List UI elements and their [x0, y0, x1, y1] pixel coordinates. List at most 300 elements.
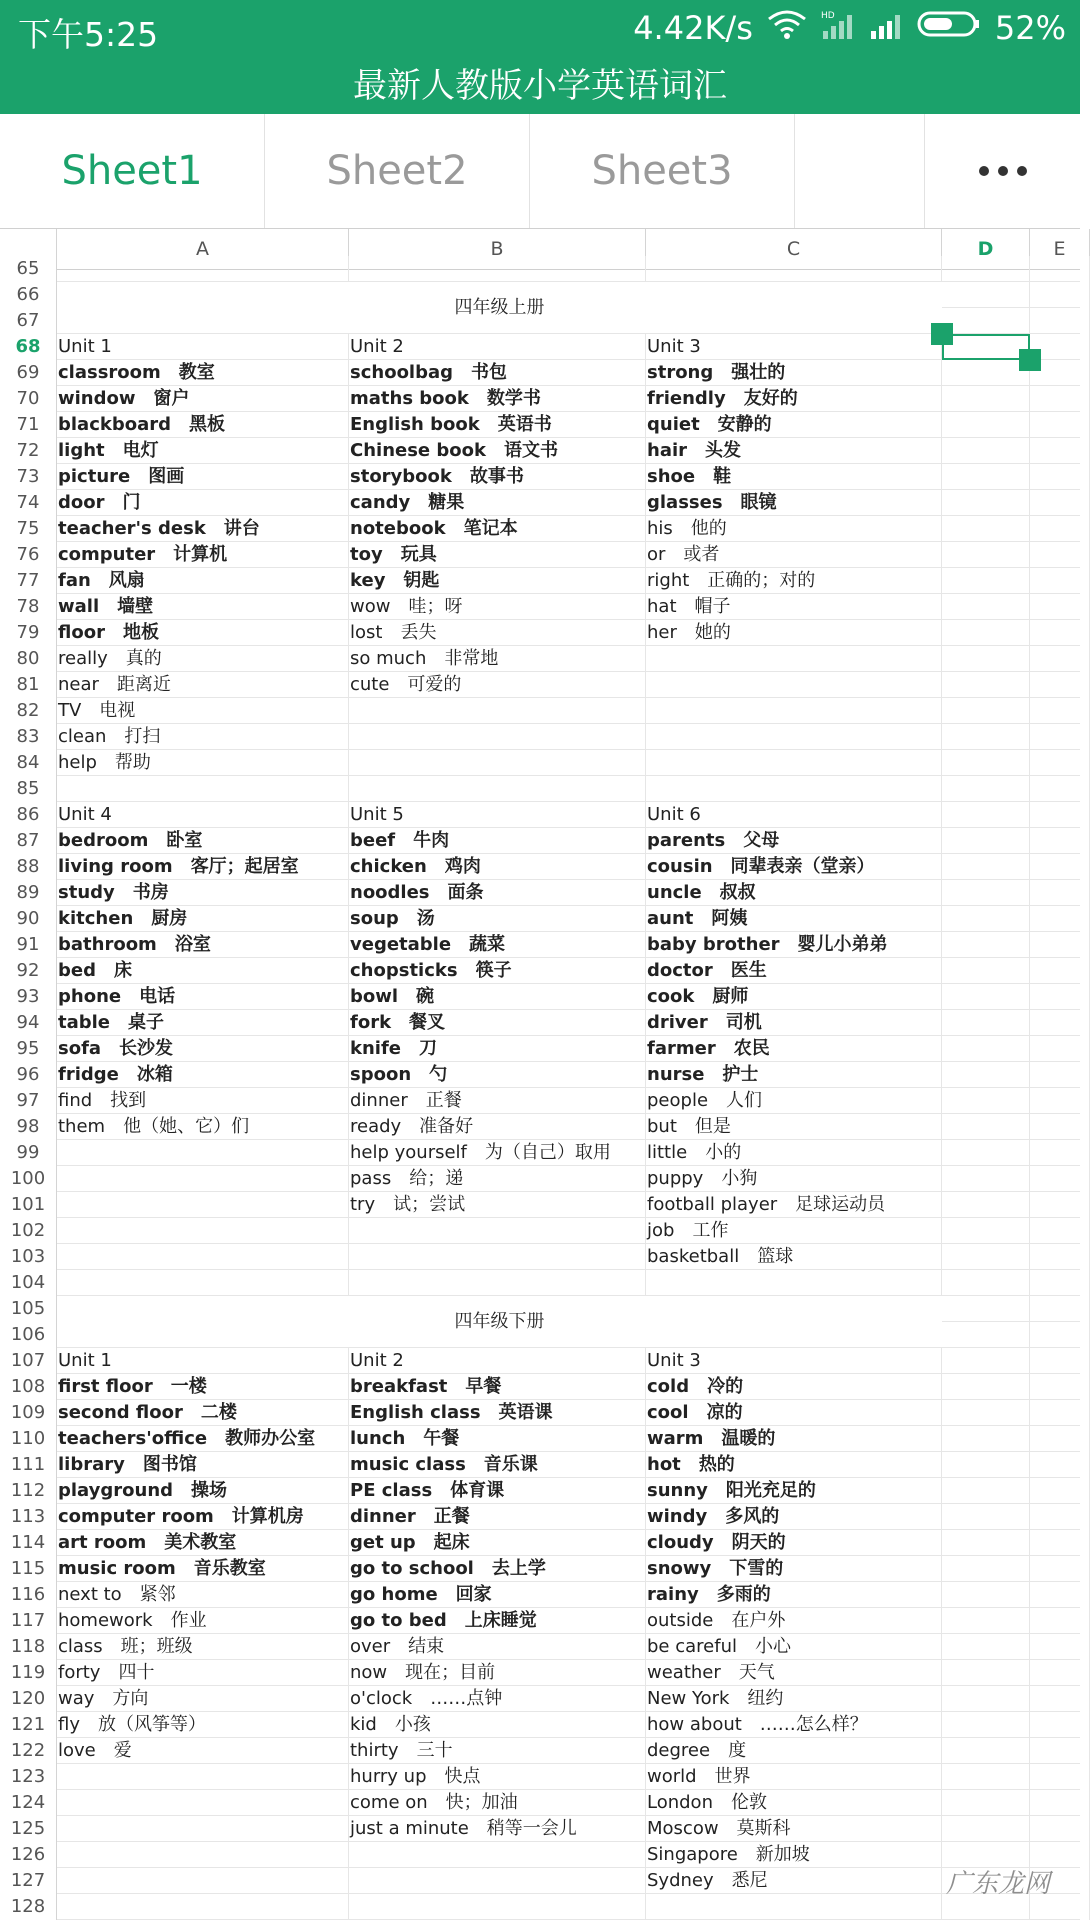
cell-empty[interactable]: [942, 386, 1030, 412]
cell-a[interactable]: window 窗户: [57, 386, 349, 412]
cell-a[interactable]: bed 床: [57, 958, 349, 984]
cell-b[interactable]: maths book 数学书: [349, 386, 646, 412]
row-number[interactable]: 87: [0, 828, 57, 854]
cell-c[interactable]: puppy 小狗: [646, 1166, 942, 1192]
cell-empty[interactable]: [942, 1114, 1030, 1140]
cell-b[interactable]: get up 起床: [349, 1530, 646, 1556]
column-header-e[interactable]: E: [1030, 229, 1090, 269]
cell-c[interactable]: how about ……怎么样？: [646, 1712, 942, 1738]
cell-b[interactable]: o'clock ……点钟: [349, 1686, 646, 1712]
column-header-d[interactable]: D: [942, 229, 1030, 269]
cell-empty[interactable]: [942, 1400, 1030, 1426]
cell-a[interactable]: Unit 1: [57, 1348, 349, 1374]
cell-c[interactable]: shoe 鞋: [646, 464, 942, 490]
cell-empty[interactable]: [942, 984, 1030, 1010]
cell-c[interactable]: [646, 672, 942, 698]
row-number[interactable]: 82: [0, 698, 57, 724]
cell-c[interactable]: doctor 医生: [646, 958, 942, 984]
cell-a[interactable]: [57, 1270, 349, 1296]
cell-c[interactable]: [646, 724, 942, 750]
cell-b[interactable]: pass 给；递: [349, 1166, 646, 1192]
cell-a[interactable]: music room 音乐教室: [57, 1556, 349, 1582]
cell-empty[interactable]: [942, 1608, 1030, 1634]
cell-a[interactable]: [57, 1218, 349, 1244]
row-number[interactable]: 85: [0, 776, 57, 802]
cell-empty[interactable]: [942, 1764, 1030, 1790]
cell-b[interactable]: so much 非常地: [349, 646, 646, 672]
cell-empty[interactable]: [942, 1088, 1030, 1114]
cell-b[interactable]: help yourself 为（自己）取用: [349, 1140, 646, 1166]
cell-c[interactable]: outside 在户外: [646, 1608, 942, 1634]
cell-b[interactable]: go to bed 上床睡觉: [349, 1608, 646, 1634]
cell-empty[interactable]: [1030, 1530, 1090, 1556]
tab-sheet1[interactable]: Sheet1: [0, 114, 265, 228]
row-number[interactable]: 77: [0, 568, 57, 594]
cell-c[interactable]: [646, 1894, 942, 1920]
cell-b[interactable]: hurry up 快点: [349, 1764, 646, 1790]
row-number[interactable]: 73: [0, 464, 57, 490]
row-number[interactable]: 126: [0, 1842, 57, 1868]
cell-empty[interactable]: [1030, 1816, 1090, 1842]
cell-b[interactable]: [349, 724, 646, 750]
row-number[interactable]: 67: [0, 308, 57, 334]
cell-empty[interactable]: [1030, 308, 1090, 334]
cell-empty[interactable]: [942, 412, 1030, 438]
cell-a[interactable]: [57, 1192, 349, 1218]
cell-b[interactable]: PE class 体育课: [349, 1478, 646, 1504]
cell-empty[interactable]: [942, 490, 1030, 516]
cell-c[interactable]: glasses 眼镜: [646, 490, 942, 516]
row-number[interactable]: 120: [0, 1686, 57, 1712]
cell-c[interactable]: New York 纽约: [646, 1686, 942, 1712]
cell-empty[interactable]: [1030, 1400, 1090, 1426]
cell-empty[interactable]: [942, 1036, 1030, 1062]
cell-c[interactable]: his 他的: [646, 516, 942, 542]
cell-b[interactable]: [349, 698, 646, 724]
cell-a[interactable]: wall 墙壁: [57, 594, 349, 620]
cell-empty[interactable]: [1030, 1296, 1090, 1322]
cell-a[interactable]: class 班；班级: [57, 1634, 349, 1660]
cell-b[interactable]: wow 哇；呀: [349, 594, 646, 620]
cell-b[interactable]: key 钥匙: [349, 568, 646, 594]
cell-c[interactable]: weather 天气: [646, 1660, 942, 1686]
row-number[interactable]: 66: [0, 282, 57, 308]
cell-empty[interactable]: [1030, 1452, 1090, 1478]
cell-c[interactable]: [646, 1270, 942, 1296]
row-number[interactable]: 83: [0, 724, 57, 750]
cell-b[interactable]: dinner 正餐: [349, 1088, 646, 1114]
row-number[interactable]: 118: [0, 1634, 57, 1660]
row-number[interactable]: 108: [0, 1374, 57, 1400]
cell-empty[interactable]: [942, 1426, 1030, 1452]
cell-a[interactable]: help 帮助: [57, 750, 349, 776]
cell-empty[interactable]: [1030, 1686, 1090, 1712]
cell-empty[interactable]: [942, 1374, 1030, 1400]
selection-handle-end[interactable]: [1019, 349, 1041, 371]
cell-empty[interactable]: [1030, 1088, 1090, 1114]
selected-cell[interactable]: [942, 334, 1030, 360]
cell-empty[interactable]: [1030, 1322, 1090, 1348]
row-number[interactable]: 101: [0, 1192, 57, 1218]
cell-empty[interactable]: [942, 828, 1030, 854]
cell-c[interactable]: but 但是: [646, 1114, 942, 1140]
cell-empty[interactable]: [1030, 620, 1090, 646]
row-number[interactable]: 94: [0, 1010, 57, 1036]
cell-a[interactable]: [57, 1166, 349, 1192]
cell-empty[interactable]: [1030, 984, 1090, 1010]
cell-empty[interactable]: [942, 776, 1030, 802]
cell-b[interactable]: toy 玩具: [349, 542, 646, 568]
cell-c[interactable]: Sydney 悉尼: [646, 1868, 942, 1894]
cell-a[interactable]: [57, 1790, 349, 1816]
cell-a[interactable]: bedroom 卧室: [57, 828, 349, 854]
cell-empty[interactable]: [942, 1322, 1030, 1348]
cell-empty[interactable]: [1030, 568, 1090, 594]
cell-empty[interactable]: [1030, 412, 1090, 438]
row-number[interactable]: 103: [0, 1244, 57, 1270]
row-number[interactable]: 121: [0, 1712, 57, 1738]
row-number[interactable]: 107: [0, 1348, 57, 1374]
cell-empty[interactable]: [942, 1660, 1030, 1686]
cell-b[interactable]: Chinese book 语文书: [349, 438, 646, 464]
row-number[interactable]: 79: [0, 620, 57, 646]
cell-b[interactable]: now 现在；目前: [349, 1660, 646, 1686]
cell-empty[interactable]: [1030, 854, 1090, 880]
cell-empty[interactable]: [942, 568, 1030, 594]
cell-c[interactable]: world 世界: [646, 1764, 942, 1790]
row-number[interactable]: 95: [0, 1036, 57, 1062]
cell-empty[interactable]: [1030, 1036, 1090, 1062]
cell-c[interactable]: [646, 698, 942, 724]
cell-empty[interactable]: [942, 1686, 1030, 1712]
cell-c[interactable]: [646, 750, 942, 776]
cell-empty[interactable]: [1030, 958, 1090, 984]
row-number[interactable]: 84: [0, 750, 57, 776]
cell-a[interactable]: teachers'office 教师办公室: [57, 1426, 349, 1452]
cell-c[interactable]: Unit 3: [646, 334, 942, 360]
cell-a[interactable]: sofa 长沙发: [57, 1036, 349, 1062]
cell-empty[interactable]: [1030, 1244, 1090, 1270]
cell-empty[interactable]: [942, 1348, 1030, 1374]
cell-empty[interactable]: [1030, 750, 1090, 776]
cell-b[interactable]: ready 准备好: [349, 1114, 646, 1140]
cell-b[interactable]: Unit 2: [349, 1348, 646, 1374]
cell-a[interactable]: next to 紧邻: [57, 1582, 349, 1608]
row-number[interactable]: 110: [0, 1426, 57, 1452]
cell-empty[interactable]: [1030, 1608, 1090, 1634]
row-number[interactable]: 113: [0, 1504, 57, 1530]
cell-empty[interactable]: [1030, 646, 1090, 672]
cell-a[interactable]: playground 操场: [57, 1478, 349, 1504]
cell-a[interactable]: floor 地板: [57, 620, 349, 646]
cell-c[interactable]: [646, 256, 942, 282]
cell-b[interactable]: storybook 故事书: [349, 464, 646, 490]
cell-a[interactable]: fridge 冰箱: [57, 1062, 349, 1088]
cell-b[interactable]: [349, 256, 646, 282]
cell-b[interactable]: [349, 1842, 646, 1868]
row-number[interactable]: 89: [0, 880, 57, 906]
cell-b[interactable]: [349, 1894, 646, 1920]
row-number[interactable]: 97: [0, 1088, 57, 1114]
cell-a[interactable]: bathroom 浴室: [57, 932, 349, 958]
cell-empty[interactable]: [1030, 282, 1090, 308]
cell-empty[interactable]: [1030, 1556, 1090, 1582]
cell-a[interactable]: [57, 1868, 349, 1894]
row-number[interactable]: 100: [0, 1166, 57, 1192]
cell-a[interactable]: find 找到: [57, 1088, 349, 1114]
cell-empty[interactable]: [942, 932, 1030, 958]
cell-b[interactable]: beef 牛肉: [349, 828, 646, 854]
cell-c[interactable]: friendly 友好的: [646, 386, 942, 412]
cell-b[interactable]: English class 英语课: [349, 1400, 646, 1426]
row-number[interactable]: 74: [0, 490, 57, 516]
row-number[interactable]: 92: [0, 958, 57, 984]
cell-b[interactable]: [349, 1868, 646, 1894]
cell-empty[interactable]: [942, 958, 1030, 984]
cell-a[interactable]: Unit 1: [57, 334, 349, 360]
cell-empty[interactable]: [942, 1530, 1030, 1556]
cell-a[interactable]: them 他（她、它）们: [57, 1114, 349, 1140]
cell-empty[interactable]: [1030, 1348, 1090, 1374]
cell-a[interactable]: Unit 4: [57, 802, 349, 828]
cell-c[interactable]: Unit 3: [646, 1348, 942, 1374]
cell-a[interactable]: [57, 776, 349, 802]
cell-empty[interactable]: [1030, 932, 1090, 958]
cell-empty[interactable]: [1030, 594, 1090, 620]
cell-empty[interactable]: [942, 1296, 1030, 1322]
cell-empty[interactable]: [942, 646, 1030, 672]
cell-a[interactable]: art room 美术教室: [57, 1530, 349, 1556]
cell-c[interactable]: quiet 安静的: [646, 412, 942, 438]
cell-c[interactable]: [646, 646, 942, 672]
cell-b[interactable]: chopsticks 筷子: [349, 958, 646, 984]
selection-handle-start[interactable]: [931, 323, 953, 345]
cell-empty[interactable]: [942, 1582, 1030, 1608]
cell-empty[interactable]: [1030, 1634, 1090, 1660]
cell-c[interactable]: cousin 同辈表亲（堂亲）: [646, 854, 942, 880]
row-number[interactable]: 106: [0, 1322, 57, 1348]
cell-c[interactable]: rainy 多雨的: [646, 1582, 942, 1608]
cell-c[interactable]: warm 温暖的: [646, 1426, 942, 1452]
cell-c[interactable]: little 小的: [646, 1140, 942, 1166]
cell-b[interactable]: thirty 三十: [349, 1738, 646, 1764]
cell-empty[interactable]: [1030, 1374, 1090, 1400]
row-number[interactable]: 117: [0, 1608, 57, 1634]
cell-a[interactable]: TV 电视: [57, 698, 349, 724]
cell-empty[interactable]: [942, 1218, 1030, 1244]
cell-a[interactable]: fan 风扇: [57, 568, 349, 594]
cell-empty[interactable]: [1030, 672, 1090, 698]
cell-a[interactable]: near 距离近: [57, 672, 349, 698]
cell-empty[interactable]: [942, 464, 1030, 490]
tab-sheet2[interactable]: Sheet2: [265, 114, 530, 228]
row-number[interactable]: 112: [0, 1478, 57, 1504]
spreadsheet-grid[interactable]: [0, 258, 1080, 1920]
cell-b[interactable]: cute 可爱的: [349, 672, 646, 698]
cell-a[interactable]: [57, 1816, 349, 1842]
cell-c[interactable]: parents 父母: [646, 828, 942, 854]
cell-a[interactable]: first floor 一楼: [57, 1374, 349, 1400]
cell-b[interactable]: [349, 776, 646, 802]
cell-b[interactable]: bowl 碗: [349, 984, 646, 1010]
cell-a[interactable]: light 电灯: [57, 438, 349, 464]
cell-empty[interactable]: [942, 256, 1030, 282]
row-number[interactable]: 114: [0, 1530, 57, 1556]
cell-c[interactable]: or 或者: [646, 542, 942, 568]
cell-a[interactable]: teacher's desk 讲台: [57, 516, 349, 542]
cell-c[interactable]: driver 司机: [646, 1010, 942, 1036]
cell-empty[interactable]: [942, 438, 1030, 464]
cell-empty[interactable]: [942, 1062, 1030, 1088]
cell-empty[interactable]: [1030, 1166, 1090, 1192]
section-title[interactable]: 四年级下册: [57, 1296, 942, 1347]
cell-a[interactable]: living room 客厅；起居室: [57, 854, 349, 880]
cell-a[interactable]: way 方向: [57, 1686, 349, 1712]
cell-a[interactable]: phone 电话: [57, 984, 349, 1010]
row-number[interactable]: 128: [0, 1894, 57, 1920]
cell-c[interactable]: people 人们: [646, 1088, 942, 1114]
cell-empty[interactable]: [1030, 464, 1090, 490]
cell-empty[interactable]: [1030, 1192, 1090, 1218]
row-number[interactable]: 78: [0, 594, 57, 620]
cell-empty[interactable]: [942, 542, 1030, 568]
cell-empty[interactable]: [942, 282, 1030, 308]
section-title[interactable]: 四年级上册: [57, 282, 942, 333]
cell-empty[interactable]: [942, 1738, 1030, 1764]
cell-c[interactable]: nurse 护士: [646, 1062, 942, 1088]
cell-a[interactable]: [57, 1894, 349, 1920]
cell-empty[interactable]: [1030, 1712, 1090, 1738]
cell-c[interactable]: basketball 篮球: [646, 1244, 942, 1270]
row-number[interactable]: 88: [0, 854, 57, 880]
row-number[interactable]: 102: [0, 1218, 57, 1244]
cell-c[interactable]: hot 热的: [646, 1452, 942, 1478]
row-number[interactable]: 81: [0, 672, 57, 698]
cell-a[interactable]: study 书房: [57, 880, 349, 906]
cell-b[interactable]: vegetable 蔬菜: [349, 932, 646, 958]
cell-empty[interactable]: [942, 1140, 1030, 1166]
cell-empty[interactable]: [1030, 542, 1090, 568]
cell-c[interactable]: windy 多风的: [646, 1504, 942, 1530]
row-number[interactable]: 105: [0, 1296, 57, 1322]
cell-empty[interactable]: [1030, 1010, 1090, 1036]
row-number[interactable]: 93: [0, 984, 57, 1010]
row-number[interactable]: 109: [0, 1400, 57, 1426]
cell-c[interactable]: cold 冷的: [646, 1374, 942, 1400]
cell-empty[interactable]: [1030, 776, 1090, 802]
cell-empty[interactable]: [942, 750, 1030, 776]
row-number[interactable]: 71: [0, 412, 57, 438]
cell-empty[interactable]: [942, 1816, 1030, 1842]
cell-a[interactable]: [57, 1842, 349, 1868]
cell-c[interactable]: sunny 阳光充足的: [646, 1478, 942, 1504]
row-number[interactable]: 99: [0, 1140, 57, 1166]
cell-c[interactable]: baby brother 婴儿小弟弟: [646, 932, 942, 958]
cell-b[interactable]: go to school 去上学: [349, 1556, 646, 1582]
row-number[interactable]: 68: [0, 334, 57, 360]
cell-c[interactable]: right 正确的；对的: [646, 568, 942, 594]
cell-a[interactable]: library 图书馆: [57, 1452, 349, 1478]
row-number[interactable]: 65: [0, 256, 57, 282]
more-icon[interactable]: [925, 114, 1080, 228]
row-number[interactable]: 75: [0, 516, 57, 542]
cell-empty[interactable]: [942, 1166, 1030, 1192]
cell-empty[interactable]: [1030, 1504, 1090, 1530]
cell-empty[interactable]: [1030, 386, 1090, 412]
cell-empty[interactable]: [1030, 1426, 1090, 1452]
cell-empty[interactable]: [1030, 490, 1090, 516]
row-number[interactable]: 104: [0, 1270, 57, 1296]
cell-b[interactable]: dinner 正餐: [349, 1504, 646, 1530]
cell-empty[interactable]: [942, 906, 1030, 932]
cell-b[interactable]: [349, 1244, 646, 1270]
cell-a[interactable]: computer room 计算机房: [57, 1504, 349, 1530]
cell-empty[interactable]: [942, 308, 1030, 334]
cell-empty[interactable]: [942, 1556, 1030, 1582]
cell-c[interactable]: aunt 阿姨: [646, 906, 942, 932]
column-header-b[interactable]: B: [349, 229, 646, 269]
row-number[interactable]: 111: [0, 1452, 57, 1478]
cell-a[interactable]: [57, 1764, 349, 1790]
cell-empty[interactable]: [1030, 1270, 1090, 1296]
cell-a[interactable]: kitchen 厨房: [57, 906, 349, 932]
cell-c[interactable]: be careful 小心: [646, 1634, 942, 1660]
cell-empty[interactable]: [942, 1504, 1030, 1530]
cell-b[interactable]: spoon 勺: [349, 1062, 646, 1088]
cell-empty[interactable]: [942, 516, 1030, 542]
cell-c[interactable]: [646, 776, 942, 802]
cell-b[interactable]: soup 汤: [349, 906, 646, 932]
cell-empty[interactable]: [942, 854, 1030, 880]
cell-empty[interactable]: [1030, 1660, 1090, 1686]
row-number[interactable]: 69: [0, 360, 57, 386]
cell-a[interactable]: [57, 256, 349, 282]
row-number[interactable]: 76: [0, 542, 57, 568]
cell-empty[interactable]: [942, 1010, 1030, 1036]
cell-empty[interactable]: [942, 620, 1030, 646]
cell-b[interactable]: notebook 笔记本: [349, 516, 646, 542]
cell-empty[interactable]: [1030, 1790, 1090, 1816]
cell-empty[interactable]: [1030, 1218, 1090, 1244]
cell-empty[interactable]: [942, 1712, 1030, 1738]
cell-c[interactable]: snowy 下雪的: [646, 1556, 942, 1582]
row-number[interactable]: 116: [0, 1582, 57, 1608]
cell-empty[interactable]: [942, 360, 1030, 386]
cell-b[interactable]: [349, 750, 646, 776]
row-number[interactable]: 90: [0, 906, 57, 932]
cell-b[interactable]: chicken 鸡肉: [349, 854, 646, 880]
cell-empty[interactable]: [1030, 698, 1090, 724]
cell-b[interactable]: English book 英语书: [349, 412, 646, 438]
column-header-a[interactable]: A: [57, 229, 349, 269]
row-number[interactable]: 86: [0, 802, 57, 828]
row-number[interactable]: 72: [0, 438, 57, 464]
cell-c[interactable]: Singapore 新加坡: [646, 1842, 942, 1868]
cell-b[interactable]: lunch 午餐: [349, 1426, 646, 1452]
cell-c[interactable]: cool 凉的: [646, 1400, 942, 1426]
cell-c[interactable]: job 工作: [646, 1218, 942, 1244]
row-number[interactable]: 122: [0, 1738, 57, 1764]
cell-a[interactable]: love 爱: [57, 1738, 349, 1764]
cell-a[interactable]: blackboard 黑板: [57, 412, 349, 438]
row-number[interactable]: 115: [0, 1556, 57, 1582]
cell-c[interactable]: football player 足球运动员: [646, 1192, 942, 1218]
cell-b[interactable]: Unit 5: [349, 802, 646, 828]
cell-b[interactable]: Unit 2: [349, 334, 646, 360]
cell-c[interactable]: cook 厨师: [646, 984, 942, 1010]
cell-a[interactable]: table 桌子: [57, 1010, 349, 1036]
cell-a[interactable]: computer 计算机: [57, 542, 349, 568]
